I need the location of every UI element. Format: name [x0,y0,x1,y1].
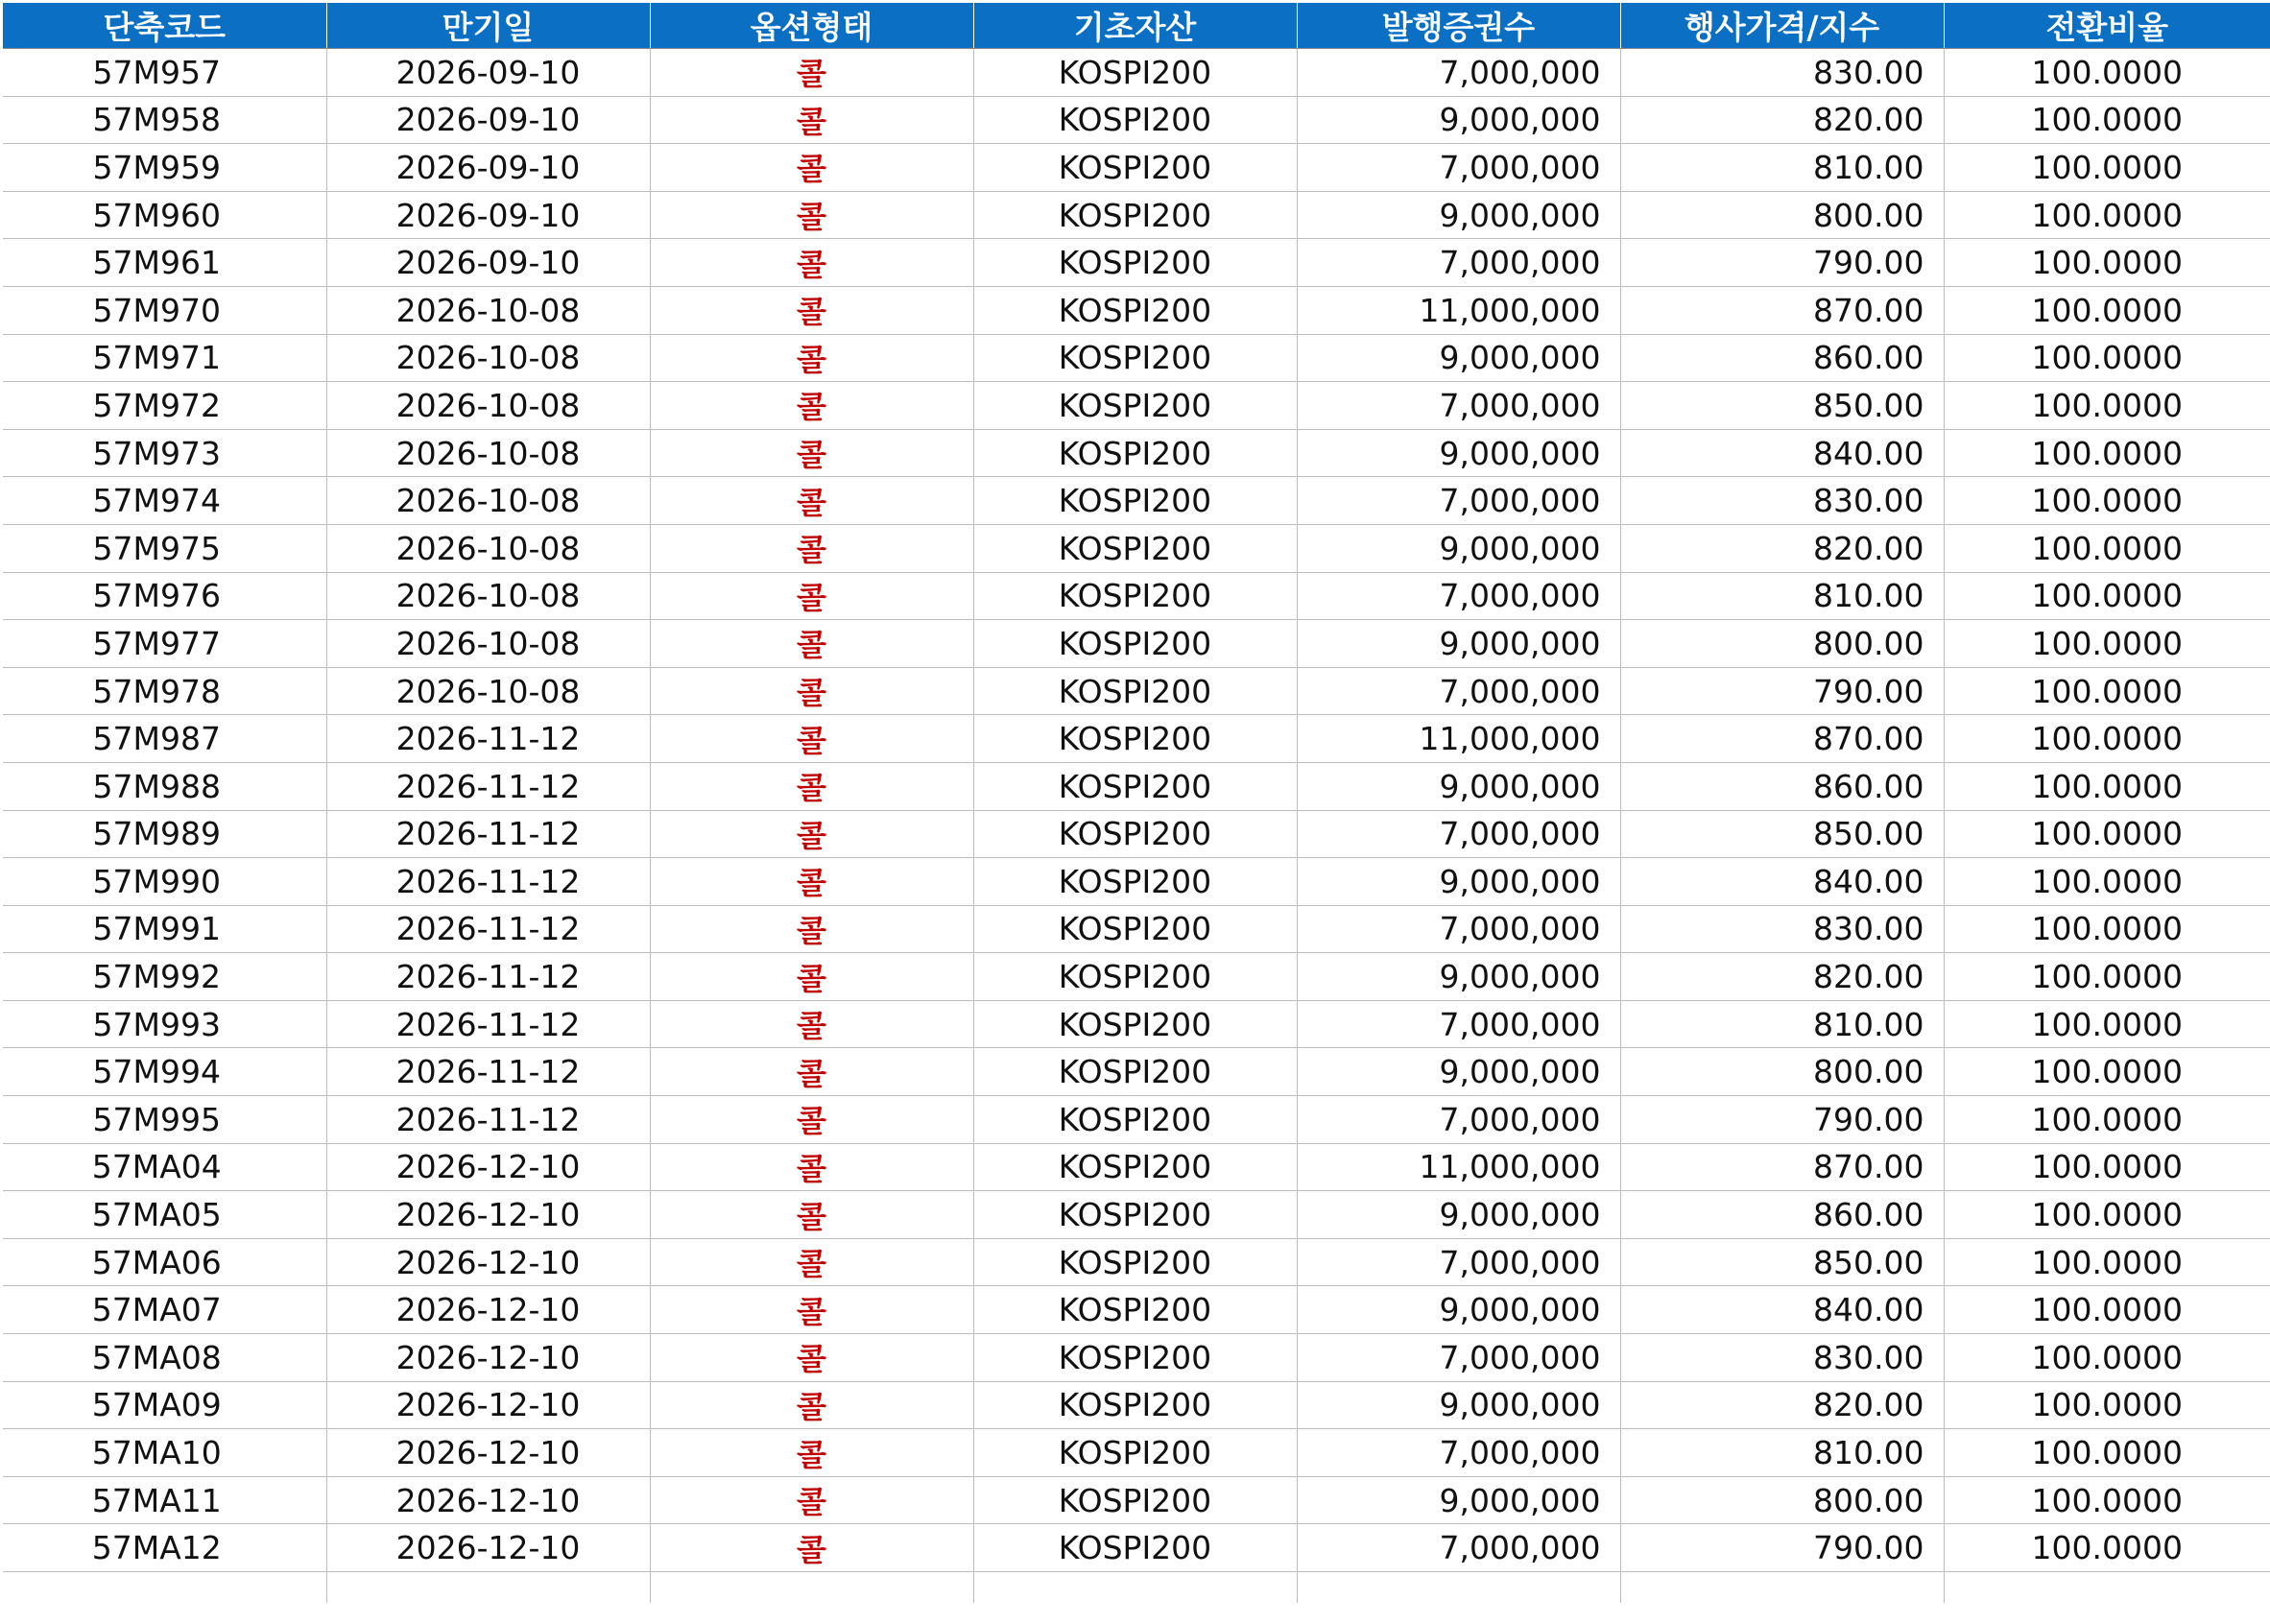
table-row[interactable] [3,191,2270,239]
cell-option-type[interactable]: 콜 [650,1429,973,1477]
cell-conversion-ratio[interactable]: 100.0000 [1944,1191,2270,1239]
cell-conversion-ratio[interactable]: 100.0000 [1944,858,2270,906]
cell-maturity-date[interactable]: 2026-09-10 [326,239,650,287]
cell-option-type[interactable]: 콜 [650,1000,973,1048]
cell-short-code[interactable]: 57MA08 [3,1334,326,1382]
table-row[interactable] [3,620,2270,668]
cell-maturity-date[interactable]: 2026-12-10 [326,1524,650,1572]
cell-strike-price[interactable]: 800.00 [1620,1048,1944,1096]
cell-underlying-asset[interactable]: KOSPI200 [973,49,1297,97]
cell-issued-quantity[interactable]: 9,000,000 [1297,1048,1620,1096]
cell-conversion-ratio[interactable]: 100.0000 [1944,1429,2270,1477]
cell-underlying-asset[interactable]: KOSPI200 [973,1096,1297,1144]
header-conversion-ratio[interactable]: 전환비율 [1944,3,2270,49]
cell-conversion-ratio[interactable]: 100.0000 [1944,382,2270,430]
cell-issued-quantity[interactable]: 7,000,000 [1297,810,1620,858]
empty-row[interactable] [3,1572,2270,1604]
cell-strike-price[interactable]: 790.00 [1620,1096,1944,1144]
cell-short-code[interactable]: 57M989 [3,810,326,858]
cell-issued-quantity[interactable]: 7,000,000 [1297,905,1620,953]
cell-underlying-asset[interactable]: KOSPI200 [973,382,1297,430]
cell-strike-price[interactable]: 820.00 [1620,96,1944,144]
cell-maturity-date[interactable]: 2026-12-10 [326,1238,650,1286]
cell-option-type[interactable]: 콜 [650,1476,973,1524]
cell-option-type[interactable]: 콜 [650,1524,973,1572]
cell-short-code[interactable]: 57M958 [3,96,326,144]
cell-maturity-date[interactable]: 2026-11-12 [326,858,650,906]
cell-issued-quantity[interactable]: 7,000,000 [1297,1238,1620,1286]
header-maturity-date[interactable]: 만기일 [326,3,650,49]
table-row[interactable] [3,1286,2270,1334]
cell-issued-quantity[interactable]: 9,000,000 [1297,858,1620,906]
cell-maturity-date[interactable]: 2026-10-08 [326,667,650,715]
table-row[interactable] [3,382,2270,430]
cell-conversion-ratio[interactable]: 100.0000 [1944,1048,2270,1096]
cell-option-type[interactable]: 콜 [650,715,973,763]
cell-issued-quantity[interactable]: 9,000,000 [1297,96,1620,144]
cell-option-type[interactable]: 콜 [650,477,973,525]
cell-maturity-date[interactable]: 2026-10-08 [326,477,650,525]
table-row[interactable] [3,1381,2270,1429]
cell-short-code[interactable]: 57MA06 [3,1238,326,1286]
cell-option-type[interactable]: 콜 [650,191,973,239]
cell-maturity-date[interactable]: 2026-09-10 [326,96,650,144]
cell-conversion-ratio[interactable]: 100.0000 [1944,477,2270,525]
cell-conversion-ratio[interactable]: 100.0000 [1944,715,2270,763]
cell-issued-quantity[interactable]: 7,000,000 [1297,667,1620,715]
cell-underlying-asset[interactable]: KOSPI200 [973,1429,1297,1477]
cell-conversion-ratio[interactable]: 100.0000 [1944,144,2270,192]
cell-issued-quantity[interactable]: 7,000,000 [1297,1096,1620,1144]
cell-option-type[interactable]: 콜 [650,810,973,858]
table-row[interactable] [3,334,2270,382]
cell-underlying-asset[interactable]: KOSPI200 [973,953,1297,1001]
cell-option-type[interactable]: 콜 [650,144,973,192]
cell-underlying-asset[interactable]: KOSPI200 [973,1191,1297,1239]
cell-conversion-ratio[interactable]: 100.0000 [1944,810,2270,858]
warrant-listing-sheet [3,3,2270,1624]
cell-underlying-asset[interactable]: KOSPI200 [973,572,1297,620]
cell-strike-price[interactable]: 860.00 [1620,762,1944,810]
cell-strike-price[interactable]: 820.00 [1620,953,1944,1001]
cell-conversion-ratio[interactable]: 100.0000 [1944,953,2270,1001]
cell-option-type[interactable]: 콜 [650,858,973,906]
cell-underlying-asset[interactable]: KOSPI200 [973,477,1297,525]
cell-issued-quantity[interactable]: 9,000,000 [1297,334,1620,382]
cell-strike-price[interactable]: 830.00 [1620,49,1944,97]
table-row[interactable] [3,96,2270,144]
cell-strike-price[interactable]: 800.00 [1620,191,1944,239]
cell-issued-quantity[interactable]: 11,000,000 [1297,715,1620,763]
cell-maturity-date[interactable]: 2026-10-08 [326,286,650,334]
empty-cell[interactable] [650,1572,973,1604]
cell-short-code[interactable]: 57M957 [3,49,326,97]
cell-short-code[interactable]: 57MA09 [3,1381,326,1429]
header-underlying-asset[interactable]: 기초자산 [973,3,1297,49]
cell-maturity-date[interactable]: 2026-11-12 [326,1096,650,1144]
cell-strike-price[interactable]: 840.00 [1620,429,1944,477]
cell-short-code[interactable]: 57M975 [3,524,326,572]
table-row[interactable] [3,572,2270,620]
cell-issued-quantity[interactable]: 7,000,000 [1297,572,1620,620]
table-row[interactable] [3,1334,2270,1382]
cell-short-code[interactable]: 57MA05 [3,1191,326,1239]
cell-strike-price[interactable]: 790.00 [1620,667,1944,715]
cell-maturity-date[interactable]: 2026-11-12 [326,905,650,953]
table-row[interactable] [3,810,2270,858]
cell-underlying-asset[interactable]: KOSPI200 [973,1334,1297,1382]
table-row[interactable] [3,1096,2270,1144]
empty-cell[interactable] [1620,1572,1944,1604]
cell-short-code[interactable]: 57M971 [3,334,326,382]
cell-underlying-asset[interactable]: KOSPI200 [973,191,1297,239]
cell-maturity-date[interactable]: 2026-10-08 [326,429,650,477]
cell-option-type[interactable]: 콜 [650,286,973,334]
cell-short-code[interactable]: 57M995 [3,1096,326,1144]
cell-conversion-ratio[interactable]: 100.0000 [1944,1096,2270,1144]
cell-strike-price[interactable]: 830.00 [1620,477,1944,525]
cell-issued-quantity[interactable]: 9,000,000 [1297,1381,1620,1429]
table-row[interactable] [3,1476,2270,1524]
cell-underlying-asset[interactable]: KOSPI200 [973,715,1297,763]
cell-option-type[interactable]: 콜 [650,1048,973,1096]
empty-cell[interactable] [326,1572,650,1604]
cell-strike-price[interactable]: 790.00 [1620,239,1944,287]
cell-underlying-asset[interactable]: KOSPI200 [973,1238,1297,1286]
cell-issued-quantity[interactable]: 9,000,000 [1297,620,1620,668]
cell-conversion-ratio[interactable]: 100.0000 [1944,762,2270,810]
cell-maturity-date[interactable]: 2026-09-10 [326,49,650,97]
cell-maturity-date[interactable]: 2026-12-10 [326,1191,650,1239]
cell-strike-price[interactable]: 810.00 [1620,1000,1944,1048]
cell-strike-price[interactable]: 870.00 [1620,715,1944,763]
cell-strike-price[interactable]: 810.00 [1620,144,1944,192]
cell-strike-price[interactable]: 860.00 [1620,334,1944,382]
table-row[interactable] [3,858,2270,906]
cell-strike-price[interactable]: 840.00 [1620,858,1944,906]
cell-underlying-asset[interactable]: KOSPI200 [973,429,1297,477]
cell-option-type[interactable]: 콜 [650,1096,973,1144]
cell-underlying-asset[interactable]: KOSPI200 [973,286,1297,334]
cell-option-type[interactable]: 콜 [650,96,973,144]
cell-maturity-date[interactable]: 2026-09-10 [326,191,650,239]
header-strike-price[interactable]: 행사가격/지수 [1620,3,1944,49]
cell-option-type[interactable]: 콜 [650,1334,973,1382]
cell-maturity-date[interactable]: 2026-12-10 [326,1143,650,1191]
table-row[interactable] [3,715,2270,763]
cell-maturity-date[interactable]: 2026-12-10 [326,1381,650,1429]
table-row[interactable] [3,524,2270,572]
table-row[interactable] [3,667,2270,715]
cell-strike-price[interactable]: 820.00 [1620,524,1944,572]
cell-option-type[interactable]: 콜 [650,667,973,715]
cell-underlying-asset[interactable]: KOSPI200 [973,144,1297,192]
cell-option-type[interactable]: 콜 [650,762,973,810]
table-row[interactable] [3,144,2270,192]
cell-underlying-asset[interactable]: KOSPI200 [973,905,1297,953]
cell-maturity-date[interactable]: 2026-12-10 [326,1334,650,1382]
cell-underlying-asset[interactable]: KOSPI200 [973,524,1297,572]
table-row[interactable] [3,49,2270,97]
table-row[interactable] [3,953,2270,1001]
cell-option-type[interactable]: 콜 [650,334,973,382]
cell-strike-price[interactable]: 830.00 [1620,1334,1944,1382]
cell-conversion-ratio[interactable]: 100.0000 [1944,524,2270,572]
cell-underlying-asset[interactable]: KOSPI200 [973,858,1297,906]
cell-underlying-asset[interactable]: KOSPI200 [973,810,1297,858]
cell-option-type[interactable]: 콜 [650,620,973,668]
cell-strike-price[interactable]: 810.00 [1620,572,1944,620]
cell-option-type[interactable]: 콜 [650,905,973,953]
cell-issued-quantity[interactable]: 9,000,000 [1297,524,1620,572]
cell-short-code[interactable]: 57M978 [3,667,326,715]
cell-option-type[interactable]: 콜 [650,953,973,1001]
cell-short-code[interactable]: 57M992 [3,953,326,1001]
cell-strike-price[interactable]: 830.00 [1620,905,1944,953]
cell-conversion-ratio[interactable]: 100.0000 [1944,286,2270,334]
cell-conversion-ratio[interactable]: 100.0000 [1944,191,2270,239]
cell-issued-quantity[interactable]: 7,000,000 [1297,1000,1620,1048]
cell-option-type[interactable]: 콜 [650,1381,973,1429]
empty-cell[interactable] [3,1572,326,1604]
table-row[interactable] [3,1191,2270,1239]
cell-strike-price[interactable]: 870.00 [1620,1143,1944,1191]
cell-underlying-asset[interactable]: KOSPI200 [973,667,1297,715]
cell-strike-price[interactable]: 810.00 [1620,1429,1944,1477]
cell-conversion-ratio[interactable]: 100.0000 [1944,96,2270,144]
cell-short-code[interactable]: 57M959 [3,144,326,192]
cell-issued-quantity[interactable]: 7,000,000 [1297,239,1620,287]
table-row[interactable] [3,1429,2270,1477]
table-row[interactable] [3,239,2270,287]
cell-strike-price[interactable]: 850.00 [1620,382,1944,430]
cell-maturity-date[interactable]: 2026-11-12 [326,1000,650,1048]
cell-maturity-date[interactable]: 2026-10-08 [326,620,650,668]
cell-short-code[interactable]: 57M970 [3,286,326,334]
cell-issued-quantity[interactable]: 7,000,000 [1297,1429,1620,1477]
cell-underlying-asset[interactable]: KOSPI200 [973,1381,1297,1429]
cell-conversion-ratio[interactable]: 100.0000 [1944,429,2270,477]
cell-short-code[interactable]: 57MA10 [3,1429,326,1477]
cell-maturity-date[interactable]: 2026-10-08 [326,382,650,430]
cell-conversion-ratio[interactable]: 100.0000 [1944,334,2270,382]
cell-short-code[interactable]: 57M977 [3,620,326,668]
cell-short-code[interactable]: 57M960 [3,191,326,239]
table-row[interactable] [3,1238,2270,1286]
cell-strike-price[interactable]: 790.00 [1620,1524,1944,1572]
cell-option-type[interactable]: 콜 [650,49,973,97]
cell-strike-price[interactable]: 850.00 [1620,810,1944,858]
cell-issued-quantity[interactable]: 7,000,000 [1297,49,1620,97]
header-row [3,3,2270,49]
cell-strike-price[interactable]: 800.00 [1620,620,1944,668]
cell-option-type[interactable]: 콜 [650,1143,973,1191]
cell-conversion-ratio[interactable]: 100.0000 [1944,905,2270,953]
header-short-code[interactable]: 단축코드 [3,3,326,49]
cell-issued-quantity[interactable]: 9,000,000 [1297,1191,1620,1239]
cell-short-code[interactable]: 57M988 [3,762,326,810]
cell-option-type[interactable]: 콜 [650,382,973,430]
cell-conversion-ratio[interactable]: 100.0000 [1944,1476,2270,1524]
cell-issued-quantity[interactable]: 11,000,000 [1297,1143,1620,1191]
table-body [3,49,2270,1604]
cell-underlying-asset[interactable]: KOSPI200 [973,334,1297,382]
cell-conversion-ratio[interactable]: 100.0000 [1944,1286,2270,1334]
cell-issued-quantity[interactable]: 7,000,000 [1297,477,1620,525]
cell-maturity-date[interactable]: 2026-12-10 [326,1476,650,1524]
table-row[interactable] [3,429,2270,477]
cell-short-code[interactable]: 57M976 [3,572,326,620]
table-row[interactable] [3,762,2270,810]
cell-option-type[interactable]: 콜 [650,524,973,572]
cell-issued-quantity[interactable]: 9,000,000 [1297,953,1620,1001]
cell-underlying-asset[interactable]: KOSPI200 [973,1524,1297,1572]
empty-cell[interactable] [1944,1572,2270,1604]
cell-underlying-asset[interactable]: KOSPI200 [973,762,1297,810]
cell-conversion-ratio[interactable]: 100.0000 [1944,1381,2270,1429]
cell-maturity-date[interactable]: 2026-11-12 [326,1048,650,1096]
cell-strike-price[interactable]: 800.00 [1620,1476,1944,1524]
table-row[interactable] [3,905,2270,953]
cell-conversion-ratio[interactable]: 100.0000 [1944,239,2270,287]
cell-short-code[interactable]: 57M990 [3,858,326,906]
cell-issued-quantity[interactable]: 9,000,000 [1297,191,1620,239]
empty-cell[interactable] [973,1572,1297,1604]
cell-short-code[interactable]: 57M993 [3,1000,326,1048]
table-row[interactable] [3,1524,2270,1572]
cell-option-type[interactable]: 콜 [650,1191,973,1239]
cell-option-type[interactable]: 콜 [650,1286,973,1334]
cell-conversion-ratio[interactable]: 100.0000 [1944,620,2270,668]
cell-conversion-ratio[interactable]: 100.0000 [1944,667,2270,715]
cell-conversion-ratio[interactable]: 100.0000 [1944,572,2270,620]
cell-maturity-date[interactable]: 2026-11-12 [326,715,650,763]
cell-issued-quantity[interactable]: 9,000,000 [1297,429,1620,477]
cell-maturity-date[interactable]: 2026-10-08 [326,524,650,572]
cell-conversion-ratio[interactable]: 100.0000 [1944,1000,2270,1048]
cell-conversion-ratio[interactable]: 100.0000 [1944,49,2270,97]
cell-option-type[interactable]: 콜 [650,429,973,477]
table-row[interactable] [3,286,2270,334]
cell-short-code[interactable]: 57MA07 [3,1286,326,1334]
cell-maturity-date[interactable]: 2026-11-12 [326,953,650,1001]
cell-short-code[interactable]: 57MA11 [3,1476,326,1524]
cell-strike-price[interactable]: 820.00 [1620,1381,1944,1429]
cell-underlying-asset[interactable]: KOSPI200 [973,96,1297,144]
cell-short-code[interactable]: 57MA04 [3,1143,326,1191]
cell-short-code[interactable]: 57MA12 [3,1524,326,1572]
cell-short-code[interactable]: 57M994 [3,1048,326,1096]
table-row[interactable] [3,1048,2270,1096]
cell-strike-price[interactable]: 860.00 [1620,1191,1944,1239]
cell-short-code[interactable]: 57M973 [3,429,326,477]
cell-underlying-asset[interactable]: KOSPI200 [973,620,1297,668]
cell-issued-quantity[interactable]: 7,000,000 [1297,1524,1620,1572]
cell-issued-quantity[interactable]: 11,000,000 [1297,286,1620,334]
cell-maturity-date[interactable]: 2026-11-12 [326,762,650,810]
cell-underlying-asset[interactable]: KOSPI200 [973,239,1297,287]
cell-strike-price[interactable]: 840.00 [1620,1286,1944,1334]
cell-short-code[interactable]: 57M961 [3,239,326,287]
cell-issued-quantity[interactable]: 7,000,000 [1297,144,1620,192]
cell-maturity-date[interactable]: 2026-12-10 [326,1286,650,1334]
table-row[interactable] [3,477,2270,525]
cell-underlying-asset[interactable]: KOSPI200 [973,1476,1297,1524]
cell-short-code[interactable]: 57M972 [3,382,326,430]
cell-issued-quantity[interactable]: 9,000,000 [1297,762,1620,810]
cell-issued-quantity[interactable]: 7,000,000 [1297,1334,1620,1382]
cell-conversion-ratio[interactable]: 100.0000 [1944,1238,2270,1286]
cell-underlying-asset[interactable]: KOSPI200 [973,1048,1297,1096]
cell-issued-quantity[interactable]: 9,000,000 [1297,1286,1620,1334]
cell-option-type[interactable]: 콜 [650,239,973,287]
cell-conversion-ratio[interactable]: 100.0000 [1944,1524,2270,1572]
table-row[interactable] [3,1000,2270,1048]
cell-underlying-asset[interactable]: KOSPI200 [973,1000,1297,1048]
warrant-table [3,3,2270,1603]
cell-short-code[interactable]: 57M987 [3,715,326,763]
cell-option-type[interactable]: 콜 [650,1238,973,1286]
cell-maturity-date[interactable]: 2026-12-10 [326,1429,650,1477]
cell-maturity-date[interactable]: 2026-10-08 [326,572,650,620]
empty-cell[interactable] [1297,1572,1620,1604]
cell-conversion-ratio[interactable]: 100.0000 [1944,1334,2270,1382]
cell-short-code[interactable]: 57M974 [3,477,326,525]
cell-strike-price[interactable]: 870.00 [1620,286,1944,334]
cell-conversion-ratio[interactable]: 100.0000 [1944,1143,2270,1191]
header-option-type[interactable]: 옵션형태 [650,3,973,49]
cell-issued-quantity[interactable]: 7,000,000 [1297,382,1620,430]
cell-underlying-asset[interactable]: KOSPI200 [973,1286,1297,1334]
table-row[interactable] [3,1143,2270,1191]
cell-short-code[interactable]: 57M991 [3,905,326,953]
cell-underlying-asset[interactable]: KOSPI200 [973,1143,1297,1191]
cell-maturity-date[interactable]: 2026-09-10 [326,144,650,192]
header-issued-quantity[interactable]: 발행증권수 [1297,3,1620,49]
cell-issued-quantity[interactable]: 9,000,000 [1297,1476,1620,1524]
cell-maturity-date[interactable]: 2026-11-12 [326,810,650,858]
cell-strike-price[interactable]: 850.00 [1620,1238,1944,1286]
cell-option-type[interactable]: 콜 [650,572,973,620]
cell-maturity-date[interactable]: 2026-10-08 [326,334,650,382]
